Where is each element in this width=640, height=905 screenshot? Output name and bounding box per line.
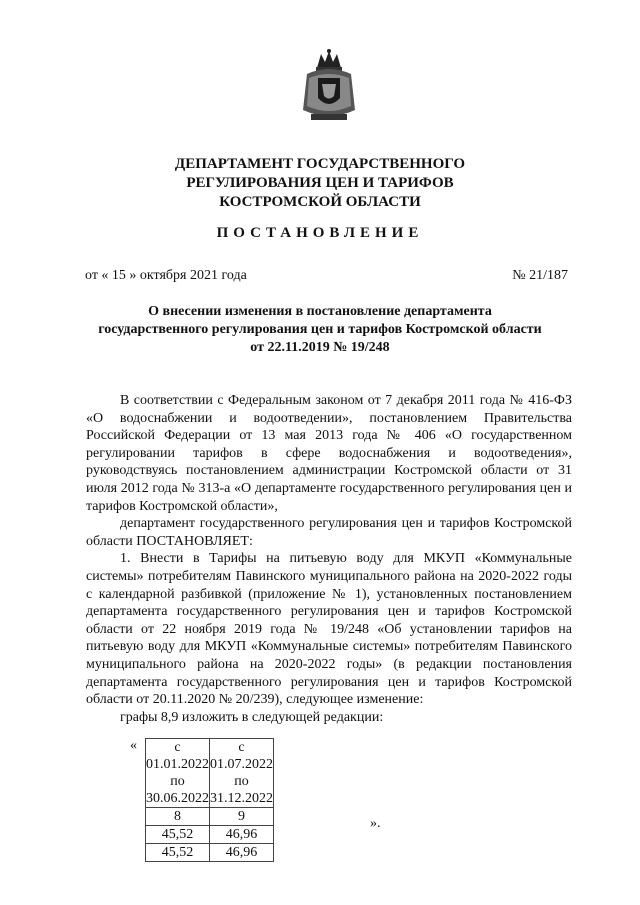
column-number-row bbox=[146, 808, 274, 826]
subject-line: от 22.11.2019 № 19/248 bbox=[250, 340, 390, 355]
table-row bbox=[146, 844, 274, 862]
department-line: ДЕПАРТАМЕНТ ГОСУДАРСТВЕННОГО bbox=[174, 156, 466, 172]
subject-line: О внесении изменения в постановление департамента bbox=[148, 304, 492, 319]
header-cell-line: с 01.01.2022 bbox=[146, 740, 209, 772]
document-subject bbox=[60, 303, 580, 357]
table-cell: 46,96 bbox=[210, 826, 274, 844]
header-cell-line: по 31.12.2022 bbox=[210, 774, 273, 806]
document-date: от « 15 » октября 2021 года bbox=[85, 268, 247, 283]
table-cell: 46,96 bbox=[210, 844, 274, 862]
department-line: РЕГУЛИРОВАНИЯ ЦЕН И ТАРИФОВ bbox=[186, 175, 454, 191]
table-row bbox=[146, 826, 274, 844]
open-quote: « bbox=[130, 738, 137, 753]
document-body bbox=[86, 392, 572, 726]
department-header bbox=[0, 155, 640, 212]
tariff-table bbox=[145, 738, 274, 862]
paragraph-columns: графы 8,9 изложить в следующей редакции: bbox=[120, 709, 384, 725]
table-cell: 45,52 bbox=[146, 844, 210, 862]
header-cell-line: по 30.06.2022 bbox=[146, 774, 209, 806]
table-cell: 45,52 bbox=[146, 826, 210, 844]
paragraph-item-1: 1. Внести в Тарифы на питьевую воду для МКУП «Коммунальные системы» потребителям Павинского муниципального района на 2020-2022 годы с календарной разбивкой (приложение № 1), установленных постановлением департамента государственного регулирования цен и тарифов Костромской области от 22 ноября 2019 года № 19/248 «Об установлении тарифов на питьевую воду для МКУП «Коммунальные системы» потребителям Павинского муниципального района на 2020-2022 годы» (в редакции постановления департамента государственного регулирования цен и тарифов Костромской области от 20.11.2020 № 20/239), следующее изменение: bbox=[86, 551, 572, 708]
document-title: ПОСТАНОВЛЕНИЕ bbox=[216, 225, 424, 241]
document-number: № 21/187 bbox=[512, 268, 568, 283]
coat-of-arms-icon bbox=[299, 48, 359, 128]
close-quote: ». bbox=[370, 816, 381, 831]
table-cell: 8 bbox=[146, 808, 210, 826]
date-number-line bbox=[85, 268, 568, 284]
paragraph-resolves: департамент государственного регулирования цен и тарифов Костромской области ПОСТАНОВЛЯЕТ: bbox=[86, 516, 572, 549]
header-cell bbox=[146, 739, 210, 808]
table-header-row bbox=[146, 739, 274, 808]
subject-line: государственного регулирования цен и тарифов Костромской области bbox=[98, 322, 542, 337]
department-line: КОСТРОМСКОЙ ОБЛАСТИ bbox=[219, 194, 421, 210]
paragraph-preamble: В соответствии с Федеральным законом от 7 декабря 2011 года № 416-ФЗ «О водоснабжении и водоотведении», постановлением Правительства Российской Федерации от 13 мая 2013 года № 406 «О государственном регулировании тарифов в сфере водоснабжения и водоотведения», руководствуясь постановлением администрации Костромской области от 31 июля 2012 года № 313-а «О департаменте государственного регулирования цен и тарифов Костромской области», bbox=[86, 393, 572, 514]
header-cell bbox=[210, 739, 274, 808]
table-cell: 9 bbox=[210, 808, 274, 826]
header-cell-line: с 01.07.2022 bbox=[210, 740, 273, 772]
